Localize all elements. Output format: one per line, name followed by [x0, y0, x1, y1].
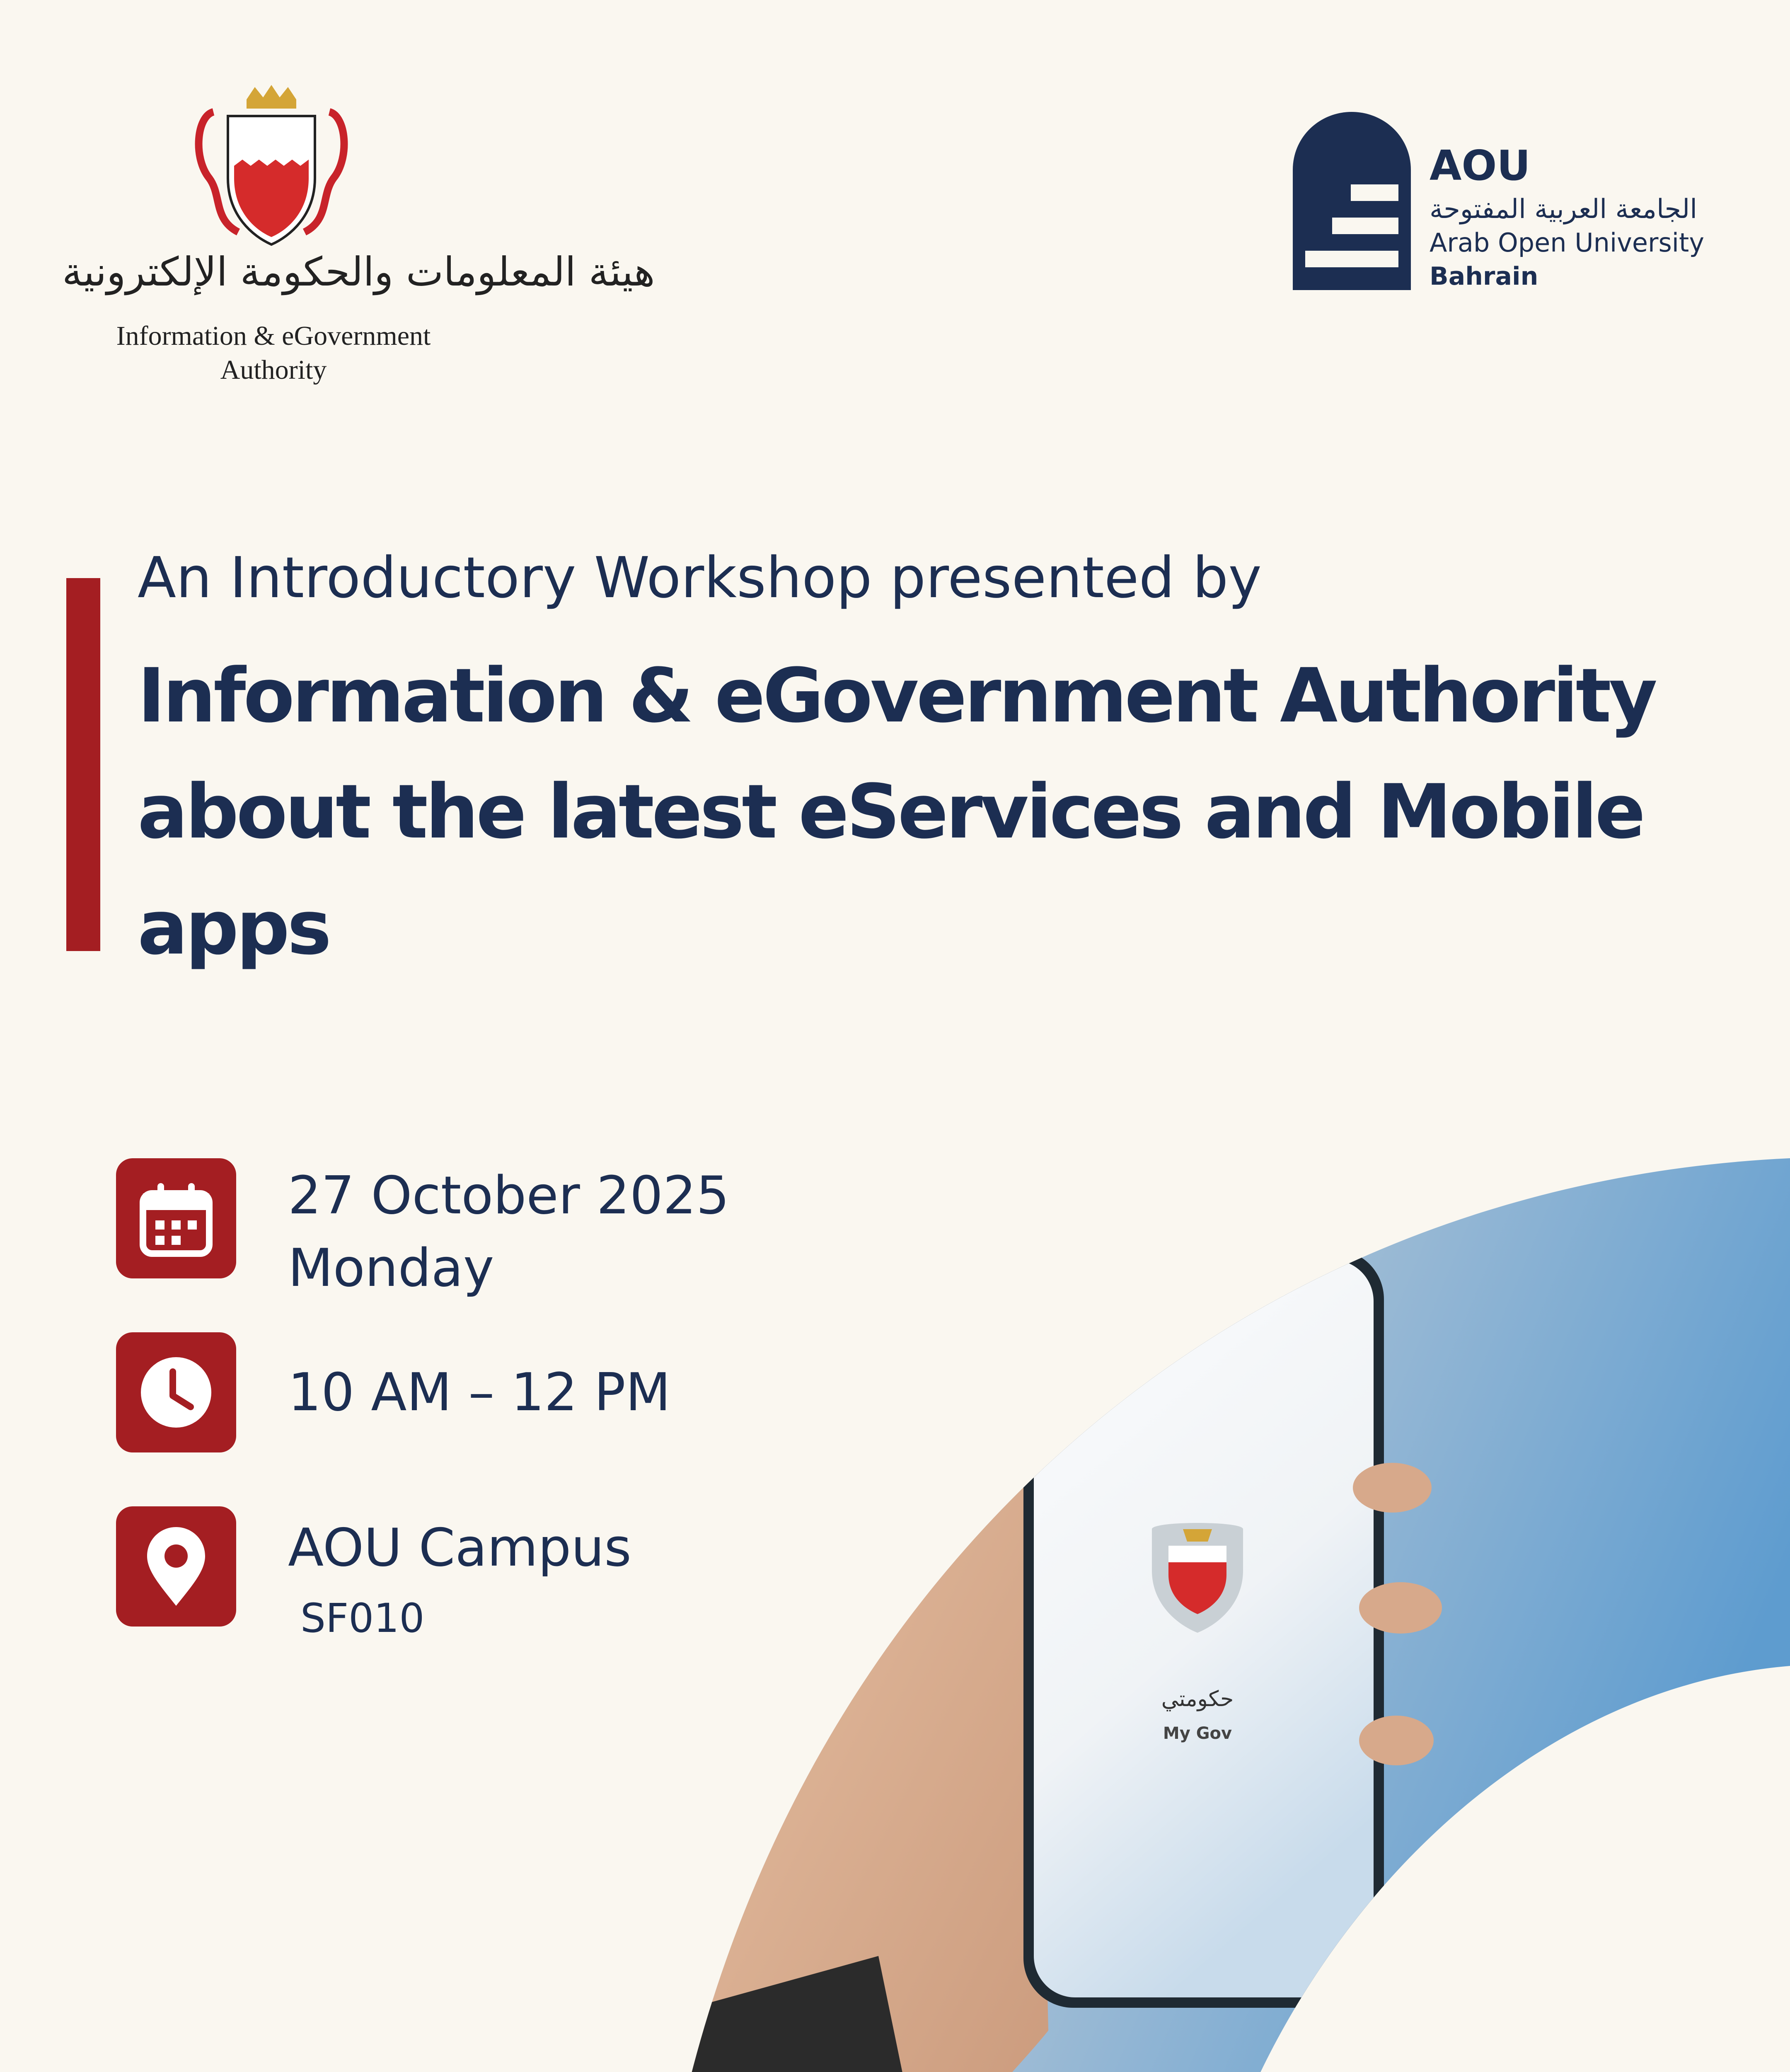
headline: Information & eGovernment Authority about the latest eServices and Mobile apps	[138, 653, 1655, 971]
title-accent-bar	[66, 578, 100, 951]
clock-icon	[116, 1332, 236, 1452]
event-room: SF010	[300, 1595, 425, 1641]
aou-logo-icon	[1293, 112, 1411, 290]
iga-english-line2: Authority	[220, 355, 327, 385]
iga-english-name	[66, 319, 481, 387]
bahrain-emblem-icon	[189, 83, 354, 249]
aou-country: Bahrain	[1430, 262, 1538, 291]
phone-app-name-arabic: حكومتي	[1161, 1687, 1234, 1711]
aou-abbreviation: AOU	[1430, 141, 1531, 190]
event-time: 10 AM – 12 PM	[288, 1362, 671, 1423]
location-pin-icon	[116, 1506, 236, 1627]
event-day: Monday	[288, 1237, 494, 1298]
intro-line: An Introductory Workshop presented by	[138, 545, 1262, 611]
aou-arabic-name: الجامعة العربية المفتوحة	[1430, 194, 1698, 225]
phone-app-name-english: My Gov	[1163, 1724, 1232, 1743]
iga-arabic-name: هيئة المعلومات والحكومة الإلكترونية	[62, 249, 655, 295]
event-date: 27 October 2025	[288, 1165, 730, 1226]
aou-english-name: Arab Open University	[1430, 228, 1705, 258]
event-place: AOU Campus	[288, 1517, 631, 1578]
iga-english-line1: Information & eGovernment	[116, 321, 431, 351]
calendar-icon	[116, 1158, 236, 1278]
